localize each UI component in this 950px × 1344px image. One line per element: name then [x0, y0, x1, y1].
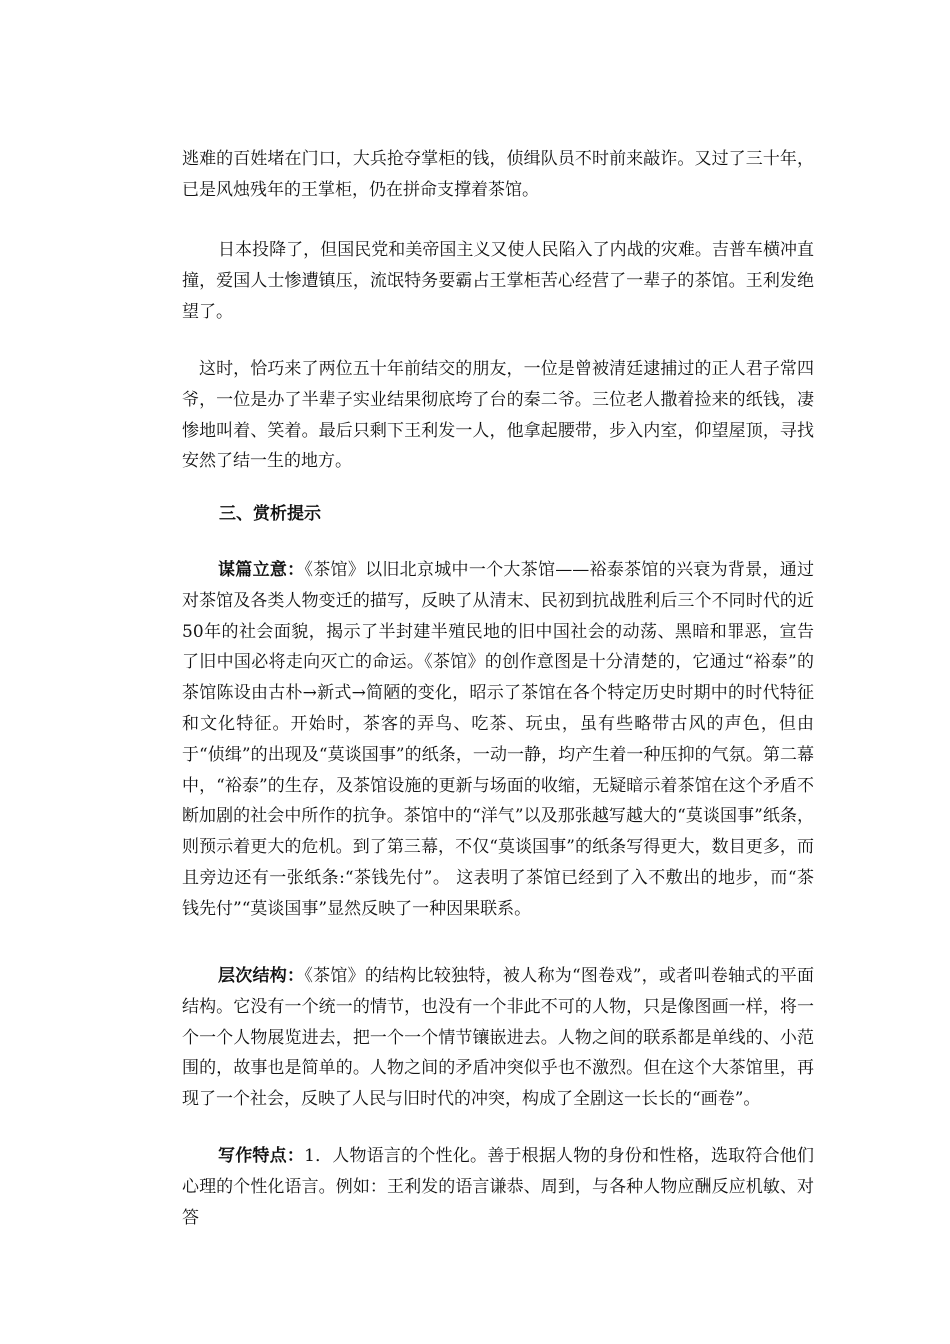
- paragraph-old-friends: [182, 354, 814, 477]
- structure-text: 《茶馆》的结构比较独特，被人称为“图卷戏”，或者叫卷轴式的平面结构。它没有一个统一的情节，也没有一个非此不可的人物，只是像图画一样，将一个一个人物展览进去，把一个一个情节镶嵌进去。人物之间的联系都是单线的、小范围的，故事也是简单的。人物之间的矛盾冲突似乎也不激烈。但在这个大茶馆里，再现了一个社会，反映了人民与旧时代的冲突，构成了全剧这一长长的“画卷”。: [182, 966, 815, 1110]
- paragraph-japan-surrender: [182, 235, 814, 327]
- writing-text: 1．人物语言的个性化。善于根据人物的身份和性格，选取符合他们心理的个性化语言。例如：王利发的语言谦恭、周到，与各种人物应酬反应机敏、对答: [182, 1146, 814, 1228]
- paragraph-text: 日本投降了，但国民党和美帝国主义又使人民陷入了内战的灾难。吉普车横冲直撞，爱国人士惨遭镇压，流氓特务要霸占王掌柜苦心经营了一辈子的茶馆。王利发绝望了。: [182, 240, 814, 322]
- theme-text: 《茶馆》以旧北京城中一个大茶馆——裕泰茶馆的兴衰为背景，通过对茶馆及各类人物变迁的描写，反映了从清末、民初到抗战胜利后三个不同时代的近50年的社会面貌，揭示了半封建半殖民地的旧中国社会的动荡、黑暗和罪恶，宣告了旧中国必将走向灭亡的命运。《茶馆》的创作意图是十分清楚的，它通过“裕泰”的茶馆陈设由古朴→新式→简陋的变化，昭示了茶馆在各个特定历史时期中的时代特征和文化特征。开始时，茶客的弄鸟、吃茶、玩虫，虽有些略带古风的声色，但由于“侦缉”的出现及“莫谈国事”的纸条，一动一静，均产生着一种压抑的气氛。第二幕中，“裕泰”的生存，及茶馆设施的更新与场面的收缩，无疑暗示着茶馆在这个矛盾不断加剧的社会中所作的抗争。茶馆中的“洋气”以及那张越写越大的“莫谈国事”纸条，则预示着更大的危机。到了第三幕，不仅“莫谈国事”的纸条写得更大，数目更多，而且旁边还有一张纸条:“茶钱先付”。 这表明了茶馆已经到了入不敷出的地步，而“茶钱先付”“莫谈国事”显然反映了一种因果联系。: [182, 560, 815, 919]
- paragraph-theme: [182, 555, 814, 925]
- paragraph-structure: [182, 961, 814, 1115]
- theme-label: 谋篇立意：: [218, 560, 305, 580]
- paragraph-text: 逃难的百姓堵在门口，大兵抢夺掌柜的钱，侦缉队员不时前来敲诈。又过了三十年，已是风烛残年的王掌柜，仍在拼命支撑着茶馆。: [182, 149, 814, 200]
- paragraph-refugees: [182, 144, 814, 206]
- section-heading: 三、赏析提示: [219, 504, 321, 524]
- paragraph-writing: [182, 1141, 814, 1233]
- paragraph-text: 这时，恰巧来了两位五十年前结交的朋友，一位是曾被清廷逮捕过的正人君子常四爷，一位是办了半辈子实业结果彻底垮了台的秦二爷。三位老人撒着捡来的纸钱，凄惨地叫着、笑着。最后只剩下王利发一人，他拿起腰带，步入内室，仰望屋顶，寻找安然了结一生的地方。: [182, 359, 814, 472]
- writing-label: 写作特点：: [218, 1146, 305, 1166]
- structure-label: 层次结构：: [218, 966, 305, 986]
